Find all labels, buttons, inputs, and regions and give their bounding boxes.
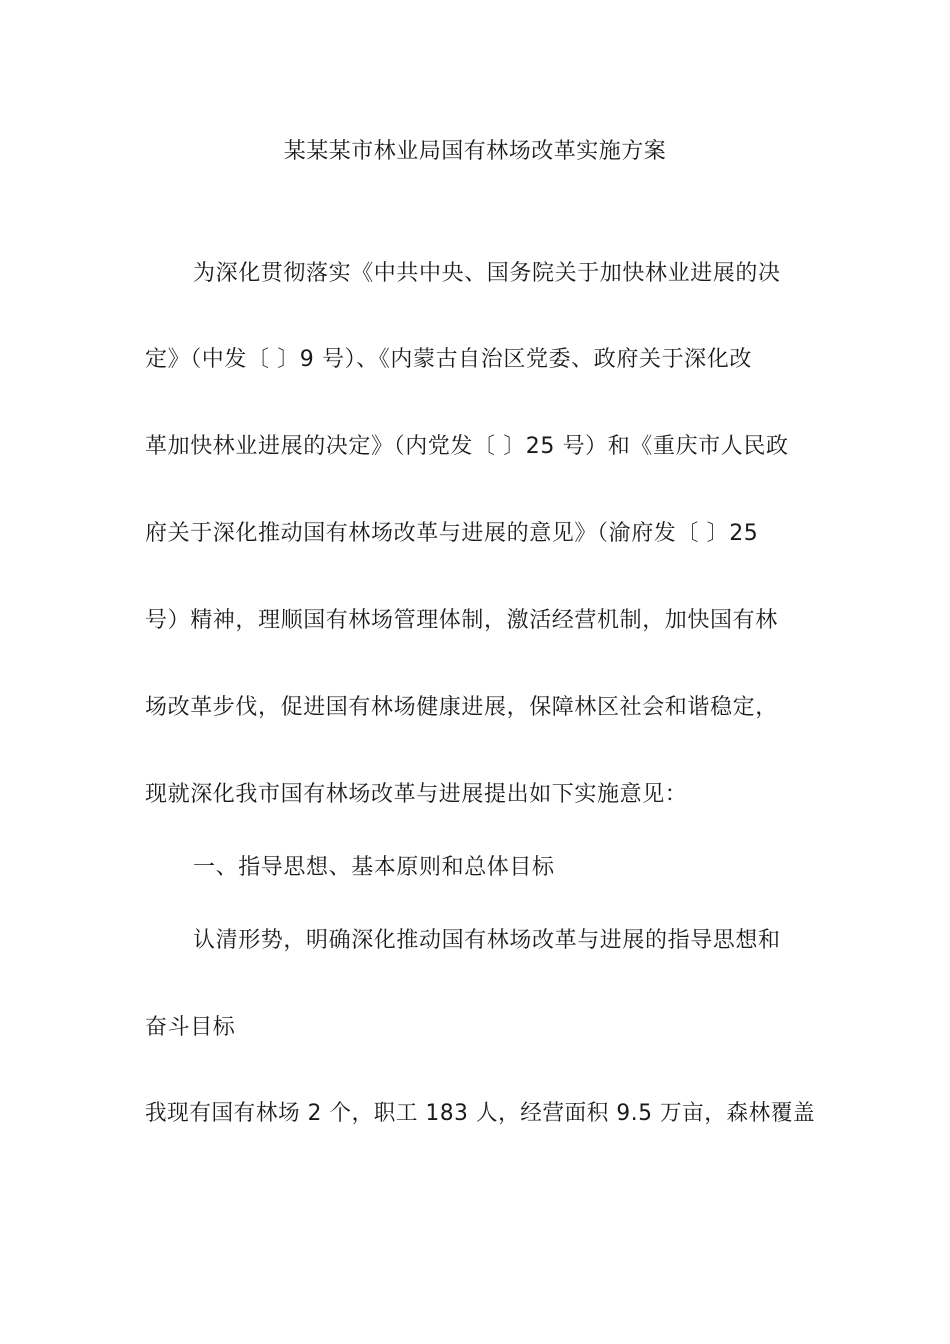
document-title: 某某某市林业局国有林场改革实施方案	[283, 139, 667, 164]
paragraph-line: 号）精神，理顺国有林场管理体制，激活经营机制，加快国有林	[145, 608, 778, 633]
paragraph-line: 府关于深化推动国有林场改革与进展的意见》（渝府发〔 〕25	[145, 521, 759, 546]
paragraph-line: 定》（中发〔 〕9 号）、《内蒙古自治区党委、政府关于深化改	[145, 347, 752, 372]
paragraph-line: 为深化贯彻落实《中共中央、国务院关于加快林业进展的决	[193, 261, 781, 286]
paragraph-line: 革加快林业进展的决定》（内党发〔 〕25 号）和《重庆市人民政	[145, 434, 789, 459]
paragraph-line: 场改革步伐，促进国有林场健康进展，保障林区社会和谐稳定，	[145, 695, 778, 720]
paragraph-line: 我现有国有林场 2 个，职工 183 人，经营面积 9.5 万亩，森林覆盖	[145, 1101, 816, 1126]
paragraph-line: 现就深化我市国有林场改革与进展提出如下实施意见：	[145, 782, 688, 807]
paragraph-line: 认清形势，明确深化推动国有林场改革与进展的指导思想和	[193, 928, 781, 953]
section-heading: 一、指导思想、基本原则和总体目标	[193, 855, 555, 880]
paragraph-line: 奋斗目标	[145, 1015, 236, 1040]
